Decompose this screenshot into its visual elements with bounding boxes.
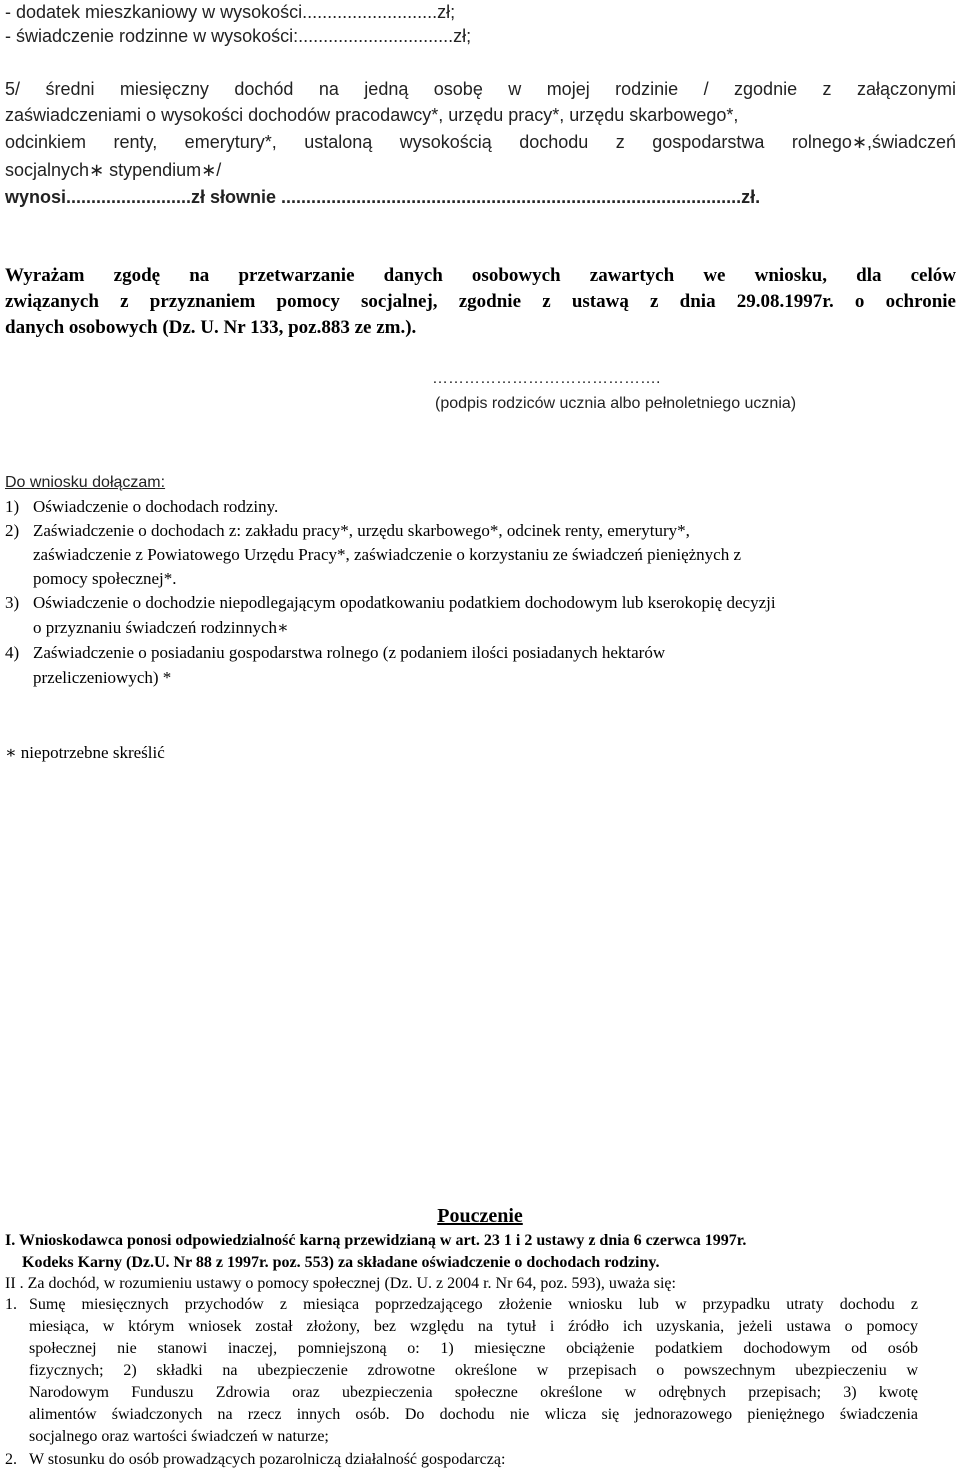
attachment-text: o przyznaniu świadczeń rodzinnych∗	[33, 618, 289, 637]
attachment-text-block	[33, 520, 955, 590]
attachment-num: 2)	[5, 521, 20, 540]
consent-line-3: danych osobowych (Dz. U. Nr 133, poz.883 ze zm.).	[5, 317, 417, 338]
attachment-text: zaświadczenie z Powiatowego Urzędu Pracy*, zaświadczenie o korzystaniu ze świadczeń pieniężnych z	[33, 545, 742, 564]
attachment-text: Zaświadczenie o dochodach z: zakładu pracy*, urzędu skarbowego*, odcinek renty, emerytury*,	[33, 521, 690, 540]
point-1-line: fizycznych; 2) składki na ubezpieczenie zdrowotne określone w przepisach o powszechnym ubezpieczeniu w	[29, 1362, 918, 1379]
signature-dots: …………………………………….	[432, 370, 661, 387]
attachment-text: Oświadczenie o dochodach rodziny.	[33, 497, 279, 516]
point-1-line: Narodowym Funduszu Zdrowia oraz ubezpieczenia społeczne określone w odrębnych przepisach; 3) kwotę	[29, 1384, 918, 1401]
point-1-line: Sumę miesięcznych przychodów z miesiąca poprzedzającego złożenie wniosku lub w przypadku utraty dochodu z	[29, 1296, 918, 1313]
attachment-item-4	[5, 642, 955, 689]
attachment-text-block	[33, 642, 955, 689]
attachment-item-1	[5, 496, 955, 518]
instruction-section-2-head: II . Za dochód, w rozumieniu ustawy o pomocy społecznej (Dz. U. z 2004 r. Nr 64, poz. 593), uważa się:	[5, 1275, 676, 1292]
attachment-text: Oświadczenie o dochodzie niepodlegającym opodatkowaniu podatkiem dochodowym lub kserokopię decyzji	[33, 593, 776, 612]
point-1-line: miesiąca, w którym wniosek został złożony, bez względu na tytuł i źródło ich uzyskania, jeżeli ustawa o pomocy	[29, 1318, 918, 1335]
attachment-num: 1)	[5, 497, 20, 516]
attachment-num: 3)	[5, 593, 20, 612]
instruction-point-1	[5, 1294, 918, 1448]
income-line-3: odcinkiem renty, emerytury*, ustaloną wysokością dochodu z gospodarstwa rolnego∗,świadczeń	[5, 132, 956, 152]
instruction-title: Pouczenie	[437, 1205, 523, 1227]
attachment-text-block	[33, 592, 955, 639]
income-line-2: zaświadczeniami o wysokości dochodów pracodawcy*, urzędu pracy*, urzędu skarbowego*,	[5, 105, 739, 125]
point-1-line: społecznej nie stanowi inaczej, pomniejszoną o: 1) miesięczne obciążenie podatkiem dochodowym od osób	[29, 1340, 918, 1357]
housing-allowance-line: - dodatek mieszkaniowy w wysokości...........................zł;	[5, 2, 456, 22]
attachment-text: Zaświadczenie o posiadaniu gospodarstwa rolnego (z podaniem ilości posiadanych hektarów	[33, 643, 666, 662]
attachment-num: 4)	[5, 643, 20, 662]
income-amount-line: wynosi.........................zł słownie ............................................................................................zł.	[5, 187, 761, 207]
point-text-block	[29, 1294, 918, 1448]
attachment-item-2	[5, 520, 955, 590]
consent-line-1: Wyrażam zgodę na przetwarzanie danych osobowych zawartych we wniosku, dla celów	[5, 265, 956, 286]
point-number: 2.	[5, 1451, 17, 1468]
point-2-text: W stosunku do osób prowadzących pozarolniczą działalność gospodarczą:	[29, 1451, 506, 1468]
instruction-point-2	[5, 1449, 505, 1471]
instruction-section-1-line-1: I. Wnioskodawca ponosi odpowiedzialność karną przewidzianą w art. 23 1 i 2 ustawy z dnia 6 czerwca 1997r.	[5, 1232, 747, 1249]
income-line-4: socjalnych∗ stypendium∗/	[5, 160, 222, 180]
point-number: 1.	[5, 1296, 17, 1313]
family-benefit-line: - świadczenie rodzinne w wysokości:...............................zł;	[5, 26, 472, 46]
signature-caption: (podpis rodziców ucznia albo pełnoletniego ucznia)	[435, 395, 797, 412]
instruction-section-1-line-2: Kodeks Karny (Dz.U. Nr 88 z 1997r. poz. 553) za składane oświadczenie o dochodach rodziny.	[22, 1254, 660, 1271]
point-1-line: alimentów świadczonych na rzecz innych osób. Do dochodu nie wlicza się jednorazowego pieniężnego świadczenia	[29, 1406, 918, 1423]
attachments-list	[5, 496, 955, 689]
consent-line-2: związanych z przyznaniem pomocy socjalnej, zgodnie z ustawą z dnia 29.08.1997r. o ochronie	[5, 291, 956, 312]
attachment-item-3	[5, 592, 955, 639]
point-1-line: socjalnego oraz wartości świadczeń w naturze;	[29, 1428, 329, 1445]
attachment-text: pomocy społecznej*.	[33, 569, 177, 588]
footnote: ∗ niepotrzebne skreślić	[5, 743, 165, 762]
attachment-text: przeliczeniowych) *	[33, 668, 172, 687]
income-line-1: 5/ średni miesięczny dochód na jedną osobę w mojej rodzinie / zgodnie z załączonymi	[5, 79, 956, 99]
attachments-heading: Do wniosku dołączam:	[5, 474, 166, 491]
